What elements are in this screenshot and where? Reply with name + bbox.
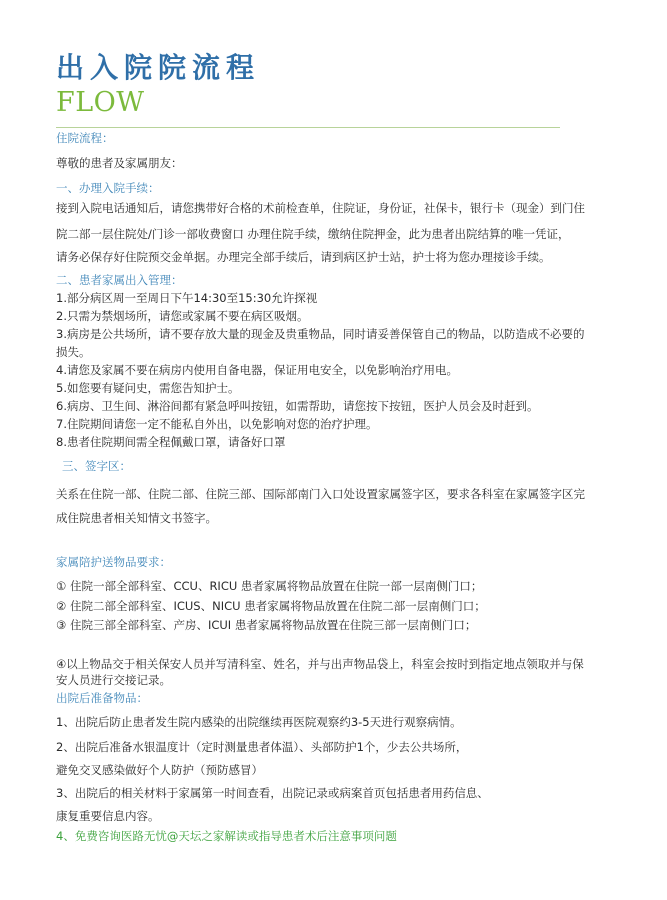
section-heading-process: 住院流程： — [56, 131, 114, 145]
paragraph-line: 接到入院电话通知后，请您携带好合格的术前检查单，住院证，身份证，社保卡，银行卡（现金）到门住 — [56, 201, 585, 215]
list-item: 3、出院后的相关材料于家属第一时间查看，出院记录或病案首页包括患者用药信息、 — [56, 786, 489, 800]
consultation-note: 4、免费咨询医路无忧@天坛之家解读或指导患者术后注意事项问题 — [56, 829, 397, 843]
list-item: 4.请您及家属不要在病房内使用自备电器，保证用电安全，以免影响治疗用电。 — [56, 363, 458, 377]
paragraph-line: ④以上物品交于相关保安人员并写清科室、姓名，并与出声物品袋上，科室会按时到指定地点领取并与保 — [56, 657, 584, 671]
paragraph-line: 请务必保存好住院预交金单据。办理完全部手续后，请到病区护士站，护士将为您办理接诊手续。 — [56, 250, 551, 264]
section-heading-signing: 三、签字区： — [62, 459, 131, 473]
list-item: 避免交叉感染做好个人防护（预防感冒） — [56, 763, 263, 777]
page-title: 出入院院流程 — [56, 51, 261, 84]
section-heading-discharge: 出院后准备物品： — [56, 691, 148, 705]
list-item: 6.病房、卫生间、淋浴间都有紧急呼叫按钮，如需帮助，请您按下按钮，医护人员会及时赶到。 — [56, 399, 539, 413]
divider-line — [56, 127, 560, 128]
list-item: 1、出院后防止患者发生院内感染的出院继续再医院观察约3-5天进行观察病情。 — [56, 715, 462, 729]
paragraph-line: 关系在住院一部、住院二部、住院三部、国际部南门入口处设置家属签字区，要求各科室在家属签字区完 — [56, 487, 585, 501]
greeting-text: 尊敬的患者及家属朋友： — [56, 156, 183, 170]
section-heading-admission: 一、办理入院手续： — [56, 181, 160, 195]
list-item: 8.患者住院期间需全程佩戴口罩，请备好口罩 — [56, 435, 286, 449]
list-item: ③ 住院三部全部科室、产房、ICUI 患者家属将物品放置在住院三部一层南侧门口； — [56, 618, 477, 632]
list-item: ② 住院二部全部科室、ICUS、NICU 患者家属将物品放置在住院二部一层南侧门口； — [56, 599, 486, 613]
list-item: 5.如您要有疑问史，需您告知护士。 — [56, 381, 240, 395]
paragraph-line: 成住院患者相关知情文书签字。 — [56, 511, 217, 525]
list-item: 7.住院期间请您一定不能私自外出，以免影响对您的治疗护理。 — [56, 417, 378, 431]
paragraph-line: 院二部一层住院处/门诊一部收费窗口 办理住院手续，缴纳住院押金，此为患者出院结算的唯一凭证， — [56, 227, 570, 241]
list-item: 损失。 — [56, 345, 91, 359]
list-item: 2.只需为禁烟场所，请您或家属不要在病区吸烟。 — [56, 309, 309, 323]
section-heading-visiting: 二、患者家属出入管理： — [56, 273, 183, 287]
list-item: 2、出院后准备水银温度计（定时测量患者体温）、头部防护1个，少去公共场所， — [56, 740, 468, 754]
section-heading-supplies: 家属陪护送物品要求： — [56, 555, 171, 569]
page-subtitle: FLOW — [56, 87, 145, 118]
list-item: 1.部分病区周一至周日下午14:30至15:30允许探视 — [56, 291, 318, 305]
list-item: ① 住院一部全部科室、CCU、RICU 患者家属将物品放置在住院一部一层南侧门口； — [56, 579, 483, 593]
list-item: 康复重要信息内容。 — [56, 809, 160, 823]
paragraph-line: 安人员进行交接记录。 — [56, 673, 171, 687]
list-item: 3.病房是公共场所，请不要存放大量的现金及贵重物品，同时请妥善保管自己的物品，以防造成不必要的 — [56, 327, 585, 341]
